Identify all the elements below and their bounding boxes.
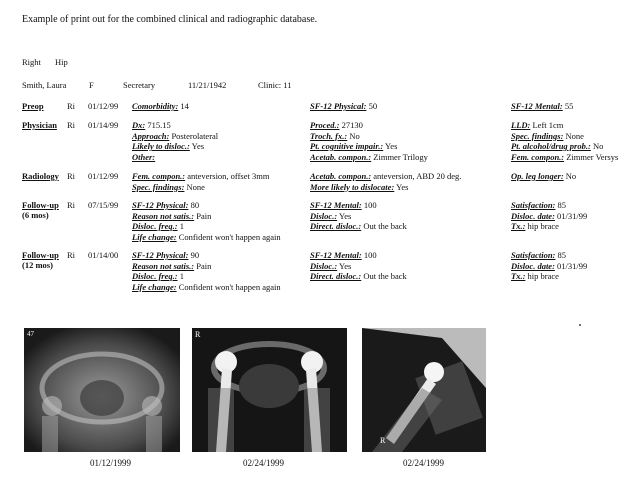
field-key: SF-12 Physical: — [310, 101, 367, 111]
field-row — [310, 261, 351, 272]
field-key: SF-12 Mental: — [310, 200, 362, 210]
field-row — [132, 200, 199, 211]
field-row — [511, 141, 603, 152]
field-value: Zimmer Versys — [564, 151, 619, 162]
field-key: Pt. alcohol/drug prob.: — [511, 141, 591, 151]
field-key: SF-12 Physical: — [132, 250, 189, 260]
lateral-hip-xray-icon — [362, 328, 486, 452]
field-key: Satisfaction: — [511, 250, 556, 260]
field-value: hip brace — [525, 221, 559, 231]
field-row — [132, 131, 218, 142]
field-value: Out the back — [361, 221, 407, 231]
field-value: hip brace — [525, 271, 559, 281]
field-row — [310, 131, 360, 142]
field-value: Yes — [383, 141, 398, 151]
field-value: Zimmer Trilogy — [371, 151, 428, 162]
xray-marker: R — [380, 436, 386, 445]
field-value: None — [184, 181, 205, 192]
field-key: Reason not satis.: — [132, 210, 195, 221]
field-row — [132, 182, 205, 193]
field-value: 1 — [177, 221, 184, 231]
field-key: Fem. compon.: — [132, 171, 186, 181]
field-value: 50 — [366, 101, 378, 111]
section-date: 07/15/99 — [88, 200, 119, 210]
field-value: Out the back — [361, 271, 407, 281]
field-row — [310, 211, 351, 222]
field-key: Likely to disloc.: — [132, 141, 190, 151]
hip-implant-xray-icon — [192, 328, 347, 452]
field-key: Spec. findings: — [511, 130, 564, 141]
field-row — [511, 101, 573, 112]
patient-dob: 11/21/1942 — [188, 80, 227, 90]
field-value: No — [563, 171, 577, 181]
field-value: 01/31/99 — [554, 260, 588, 271]
field-key: Disloc.: — [310, 260, 338, 271]
patient-name: Smith, Laura — [22, 80, 67, 90]
section-date: 01/14/00 — [88, 250, 119, 260]
field-key: Spec. findings: — [132, 181, 185, 192]
field-key: Troch. fx.: — [310, 130, 348, 141]
field-key: SF-12 Physical: — [132, 200, 189, 210]
field-row — [132, 232, 281, 243]
section-date: 01/14/99 — [88, 120, 119, 130]
section-label: Follow-up — [22, 200, 59, 210]
field-value: Left 1cm — [530, 120, 564, 130]
field-row — [132, 211, 211, 222]
field-value: Yes — [189, 141, 205, 151]
field-row — [511, 200, 566, 211]
section-label: Follow-up — [22, 250, 59, 260]
field-key: Pt. cognitive impair.: — [310, 141, 384, 151]
xray-marker: R — [195, 330, 201, 339]
field-value: No — [590, 141, 604, 151]
field-key: Acetab. compon.: — [310, 151, 372, 162]
field-key: SF-12 Mental: — [310, 250, 362, 260]
section-side: Ri — [67, 120, 76, 130]
field-value: 27130 — [339, 120, 363, 130]
field-row — [132, 101, 189, 112]
field-key: Disloc. date: — [511, 210, 555, 221]
field-key: Dx: — [132, 120, 146, 130]
joint-label: Hip — [55, 57, 68, 67]
patient-sex: F — [89, 80, 94, 90]
field-row — [132, 250, 199, 261]
field-row — [310, 182, 408, 193]
field-row — [310, 152, 428, 163]
field-value: anteversion, offset 3mm — [185, 171, 270, 181]
field-value: 90 — [188, 250, 200, 260]
field-key: Tx.: — [511, 271, 526, 281]
field-row — [511, 171, 576, 182]
section-sublabel: (12 mos) — [22, 260, 53, 270]
xray-image-preop — [24, 328, 180, 452]
field-value: 100 — [361, 200, 377, 210]
field-key: Disloc.: — [310, 210, 338, 221]
scan-speck — [579, 324, 581, 326]
field-key: Disloc. date: — [511, 260, 555, 271]
field-row — [132, 261, 211, 272]
field-key: Disloc. freq.: — [132, 271, 178, 281]
patient-occupation: Secretary — [123, 80, 156, 90]
field-value: 80 — [188, 200, 200, 210]
field-value: 85 — [555, 200, 567, 210]
field-key: LLD: — [511, 120, 531, 130]
field-value: Pain — [194, 210, 212, 221]
field-row — [511, 131, 584, 142]
section-side: Ri — [67, 171, 76, 181]
field-key: Acetab. compon.: — [310, 171, 372, 181]
patient-clinic: Clinic: 11 — [258, 80, 292, 90]
field-row — [511, 250, 566, 261]
side-label: Right — [22, 57, 41, 67]
field-row — [310, 141, 397, 152]
xray-image-postop — [192, 328, 347, 452]
field-row — [132, 171, 269, 182]
field-value: 55 — [562, 101, 574, 111]
section-date: 01/12/99 — [88, 171, 119, 181]
pelvis-xray-icon — [24, 328, 180, 452]
field-row — [511, 120, 563, 131]
field-row — [132, 141, 204, 152]
field-key: Other: — [132, 151, 156, 162]
xray-marker: 47 — [27, 330, 34, 338]
field-row — [310, 250, 377, 261]
field-value: 14 — [178, 101, 189, 111]
field-value: None — [563, 130, 584, 141]
field-value: Pain — [194, 260, 212, 271]
field-value: 715.15 — [145, 120, 171, 130]
field-value: 1 — [177, 271, 184, 281]
section-label: Preop — [22, 101, 44, 111]
field-key: Comorbidity: — [132, 101, 179, 111]
field-key: Tx.: — [511, 221, 526, 231]
field-row — [310, 271, 407, 282]
field-key: More likely to dislocate: — [310, 181, 395, 192]
field-value: Confident won't happen again — [176, 231, 281, 242]
field-value: Confident won't happen again — [176, 281, 281, 292]
xray-caption-3: 02/24/1999 — [403, 458, 445, 468]
field-value: Yes — [394, 181, 409, 192]
field-value: Yes — [337, 260, 352, 271]
field-key: Fem. compon.: — [511, 151, 565, 162]
section-sublabel: (6 mos) — [22, 210, 49, 220]
field-row — [310, 101, 377, 112]
xray-caption-1: 01/12/1999 — [90, 458, 132, 468]
field-value: 01/31/99 — [554, 210, 588, 221]
field-row — [310, 221, 407, 232]
section-side: Ri — [67, 250, 76, 260]
field-value: Posterolateral — [169, 130, 219, 141]
field-key: Life change: — [132, 231, 177, 242]
field-key: Reason not satis.: — [132, 260, 195, 271]
field-key: Life change: — [132, 281, 177, 292]
page-title: Example of print out for the combined clinical and radiographic database. — [22, 14, 318, 25]
field-key: Approach: — [132, 130, 170, 141]
section-date: 01/12/99 — [88, 101, 119, 111]
field-value: anteversion, ABD 20 deg. — [371, 171, 462, 181]
field-row — [310, 171, 461, 182]
field-row — [132, 152, 155, 163]
field-key: SF-12 Mental: — [511, 101, 563, 111]
field-value: 100 — [361, 250, 377, 260]
field-row — [511, 211, 587, 222]
field-value: 85 — [555, 250, 567, 260]
field-row — [310, 120, 363, 131]
field-row — [511, 261, 587, 272]
field-row — [132, 221, 184, 232]
field-value: No — [347, 130, 360, 141]
section-side: Ri — [67, 200, 76, 210]
field-row — [511, 271, 559, 282]
xray-caption-2: 02/24/1999 — [243, 458, 285, 468]
field-row — [132, 120, 171, 131]
xray-image-lateral — [362, 328, 486, 452]
field-key: Satisfaction: — [511, 200, 556, 210]
section-label: Physician — [22, 120, 57, 130]
field-row — [310, 200, 377, 211]
section-label: Radiology — [22, 171, 59, 181]
field-key: Direct. disloc.: — [310, 221, 362, 231]
field-value: Yes — [337, 210, 352, 221]
field-row — [511, 221, 559, 232]
field-key: Disloc. freq.: — [132, 221, 178, 231]
field-key: Direct. disloc.: — [310, 271, 362, 281]
field-row — [132, 282, 281, 293]
field-row — [132, 271, 184, 282]
field-key: Proced.: — [310, 120, 340, 130]
section-side: Ri — [67, 101, 76, 111]
field-key: Op. leg longer: — [511, 171, 564, 181]
field-row — [511, 152, 618, 163]
